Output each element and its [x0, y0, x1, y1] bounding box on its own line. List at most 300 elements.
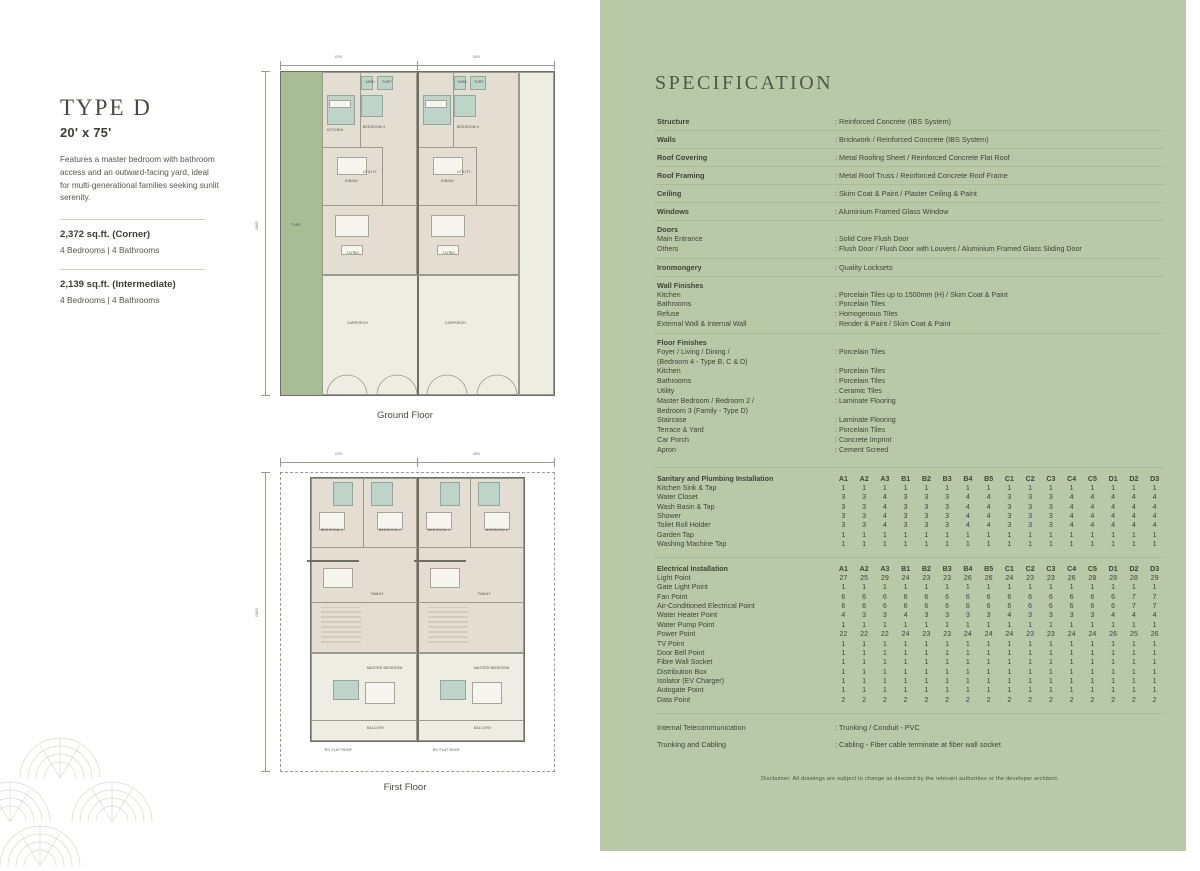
item-count: 1 — [882, 658, 887, 667]
item-count: 29 — [880, 573, 889, 582]
wall-finishes-key-1: Bathrooms — [657, 300, 692, 309]
col-B2: B2 — [921, 564, 931, 573]
item-count: 3 — [1007, 512, 1012, 521]
item-count: 1 — [1111, 667, 1116, 676]
item-count: 3 — [945, 611, 950, 620]
item-count: 1 — [1152, 667, 1157, 676]
item-count: 3 — [1028, 512, 1033, 521]
item-count: 6 — [986, 592, 991, 601]
item-label: Water Closet — [657, 493, 698, 502]
item-count: 26 — [963, 573, 972, 582]
item-count: 25 — [860, 573, 869, 582]
item-count: 1 — [1152, 583, 1157, 592]
table-row — [655, 639, 1165, 648]
item-count: 1 — [882, 583, 887, 592]
item-count: 1 — [965, 648, 970, 657]
item-count: 1 — [841, 648, 846, 657]
plan-label: LIVING — [347, 251, 360, 255]
table-row — [655, 658, 1165, 667]
divider — [60, 269, 205, 270]
item-count: 23 — [943, 573, 952, 582]
plan-label: BEDROOM 3 — [321, 528, 344, 532]
col-A1: A1 — [838, 564, 848, 573]
item-count: 23 — [1046, 573, 1055, 582]
item-count: 2 — [1007, 695, 1012, 704]
item-count: 1 — [1111, 483, 1116, 492]
item-count: 1 — [924, 620, 929, 629]
item-count: 23 — [1046, 630, 1055, 639]
item-count: 3 — [841, 521, 846, 530]
table-row — [655, 483, 1165, 492]
table-row — [655, 686, 1165, 695]
item-count: 1 — [1069, 648, 1074, 657]
item-count: 4 — [882, 502, 887, 511]
item-count: 4 — [1131, 502, 1136, 511]
item-count: 1 — [986, 658, 991, 667]
wall-finishes-value-0: : Porcelain Tiles up to 1500mm (H) / Skim Coat & Paint — [835, 290, 1008, 299]
item-count: 23 — [1026, 573, 1035, 582]
item-count: 1 — [841, 483, 846, 492]
item-count: 24 — [901, 630, 910, 639]
car-porch-arcs — [322, 355, 522, 397]
item-count: 26 — [1067, 573, 1076, 582]
item-count: 1 — [1048, 583, 1053, 592]
telecom-value-0: : Trunking / Conduit - PVC — [835, 723, 920, 733]
item-count: 2 — [986, 695, 991, 704]
item-count: 1 — [1069, 620, 1074, 629]
item-count: 6 — [924, 602, 929, 611]
item-count: 1 — [903, 540, 908, 549]
item-count: 3 — [945, 521, 950, 530]
col-B5: B5 — [984, 564, 994, 573]
table-row — [655, 530, 1165, 539]
table-row — [655, 511, 1165, 520]
item-count: 1 — [1152, 540, 1157, 549]
col-C2: C2 — [1025, 474, 1035, 483]
col-A3: A3 — [880, 474, 890, 483]
plan-label: DINING — [345, 179, 359, 183]
item-count: 3 — [862, 502, 867, 511]
telecom-row — [655, 737, 1165, 754]
item-count: 3 — [1048, 521, 1053, 530]
plan-label: BALCONY — [367, 726, 385, 730]
doors-heading: Doors — [657, 224, 679, 234]
disclaimer-text: Disclaimer: All drawings are subject to change as directed by the relevant authorities or the developer architect. — [761, 775, 1059, 782]
item-label: Water Pump Point — [657, 620, 715, 629]
telecom-value-1: : Cabling - Fiber cable terminate at fiber wall socket — [835, 740, 1001, 750]
item-label: Fan Point — [657, 592, 688, 601]
floor-finishes-key-4: Utility — [657, 386, 675, 395]
item-count: 1 — [1007, 677, 1012, 686]
item-count: 3 — [986, 611, 991, 620]
item-count: 2 — [1111, 695, 1116, 704]
item-count: 1 — [882, 540, 887, 549]
col-C5: C5 — [1087, 474, 1097, 483]
plan-label: CARPORCH — [445, 321, 467, 325]
item-count: 1 — [986, 620, 991, 629]
electrical-header-row — [655, 564, 1165, 573]
area-corner-detail: 4 Bedrooms | 4 Bathrooms — [60, 245, 160, 256]
item-count: 1 — [1048, 667, 1053, 676]
wall-finishes-value-1: : Porcelain Tiles — [835, 300, 886, 309]
item-count: 1 — [903, 530, 908, 539]
item-count: 1 — [841, 639, 846, 648]
spec-key: Structure — [655, 113, 833, 131]
item-count: 1 — [1028, 686, 1033, 695]
item-count: 1 — [1048, 620, 1053, 629]
item-count: 4 — [1069, 521, 1074, 530]
spec-row — [655, 167, 1165, 185]
item-count: 3 — [862, 512, 867, 521]
item-count: 1 — [1111, 639, 1116, 648]
item-count: 4 — [1131, 521, 1136, 530]
spec-row-doors — [655, 221, 1165, 259]
floor-finishes-value-8: : Porcelain Tiles — [835, 426, 886, 435]
item-count: 1 — [1048, 483, 1053, 492]
item-count: 6 — [1048, 602, 1053, 611]
item-count: 1 — [1069, 658, 1074, 667]
item-count: 1 — [986, 677, 991, 686]
item-count: 6 — [903, 602, 908, 611]
col-A1: A1 — [838, 474, 848, 483]
spec-key: Roof Framing — [655, 167, 833, 185]
item-count: 28 — [1088, 573, 1097, 582]
item-count: 1 — [1090, 667, 1095, 676]
item-count: 6 — [945, 602, 950, 611]
doors-value-1: : Flush Door / Flush Door with Louvers / Aluminium Framed Glass Sliding Door — [835, 244, 1082, 253]
col-A2: A2 — [859, 474, 869, 483]
item-count: 4 — [841, 611, 846, 620]
item-count: 1 — [1090, 658, 1095, 667]
first-floor-plan — [255, 452, 555, 793]
item-count: 1 — [903, 620, 908, 629]
item-count: 23 — [922, 573, 931, 582]
item-count: 1 — [1028, 658, 1033, 667]
plan-label: RC FLAT ROOF — [433, 748, 460, 752]
area-corner: 2,372 sq.ft. (Corner) — [60, 229, 151, 241]
item-count: 1 — [1048, 686, 1053, 695]
item-count: 1 — [903, 677, 908, 686]
staircase — [418, 607, 524, 647]
item-count: 7 — [1131, 602, 1136, 611]
item-count: 1 — [841, 686, 846, 695]
item-count: 3 — [1048, 512, 1053, 521]
item-count: 6 — [882, 592, 887, 601]
item-count: 1 — [1069, 667, 1074, 676]
item-count: 1 — [924, 583, 929, 592]
item-count: 4 — [1152, 521, 1157, 530]
col-B5: B5 — [984, 474, 994, 483]
item-count: 1 — [945, 667, 950, 676]
item-count: 3 — [1048, 611, 1053, 620]
item-count: 1 — [924, 658, 929, 667]
spec-row — [655, 185, 1165, 203]
spec-key: Ceiling — [655, 185, 833, 203]
item-count: 3 — [862, 521, 867, 530]
item-count: 1 — [903, 667, 908, 676]
item-count: 1 — [945, 530, 950, 539]
item-count: 3 — [903, 512, 908, 521]
item-count: 1 — [1007, 583, 1012, 592]
plan-label: UTILITY — [457, 170, 472, 174]
leaf-pattern-decoration — [0, 681, 200, 871]
item-count: 1 — [1111, 658, 1116, 667]
item-count: 6 — [1007, 602, 1012, 611]
col-D2: D2 — [1129, 564, 1139, 573]
wall-finishes-heading: Wall Finishes — [657, 280, 704, 290]
wall-finishes-key-3: External Wall & Internal Wall — [657, 319, 747, 328]
item-count: 1 — [841, 620, 846, 629]
item-count: 2 — [841, 695, 846, 704]
item-count: 1 — [841, 530, 846, 539]
item-count: 1 — [1090, 583, 1095, 592]
item-count: 4 — [1090, 502, 1095, 511]
col-B3: B3 — [942, 474, 952, 483]
item-count: 1 — [945, 677, 950, 686]
item-count: 1 — [1028, 648, 1033, 657]
item-count: 3 — [841, 502, 846, 511]
item-count: 1 — [924, 540, 929, 549]
item-label: Toilet Roll Holder — [657, 521, 711, 530]
plan-label: YARD — [365, 80, 375, 84]
item-count: 4 — [1111, 493, 1116, 502]
item-count: 1 — [862, 658, 867, 667]
item-count: 2 — [1131, 695, 1136, 704]
item-count: 6 — [841, 602, 846, 611]
item-count: 4 — [986, 493, 991, 502]
spec-row-ironmongery — [655, 259, 1165, 277]
item-count: 4 — [882, 493, 887, 502]
item-count: 24 — [1067, 630, 1076, 639]
telecom-table — [655, 720, 1165, 754]
item-count: 3 — [1048, 493, 1053, 502]
spec-row — [655, 149, 1165, 167]
table-row — [655, 667, 1165, 676]
item-count: 4 — [1007, 611, 1012, 620]
table-row — [655, 583, 1165, 592]
item-count: 2 — [862, 695, 867, 704]
item-count: 1 — [1152, 648, 1157, 657]
item-count: 1 — [1152, 483, 1157, 492]
divider — [655, 713, 1165, 714]
floor-finishes-key-0: Foyer / Living / Dining / — [657, 347, 730, 356]
floor-finishes-value-9: : Concrete Imprint — [835, 435, 892, 444]
spec-key: Roof Covering — [655, 149, 833, 167]
plan-label: DINING — [441, 179, 455, 183]
item-count: 4 — [1111, 512, 1116, 521]
plan-label: FAMILY — [371, 592, 385, 596]
item-count: 4 — [903, 611, 908, 620]
item-count: 23 — [922, 630, 931, 639]
plan-label: RC FLAT ROOF — [325, 748, 352, 752]
item-count: 6 — [1007, 592, 1012, 601]
item-count: 3 — [1090, 611, 1095, 620]
item-count: 2 — [1048, 695, 1053, 704]
item-count: 4 — [1131, 512, 1136, 521]
item-count: 4 — [1069, 493, 1074, 502]
electrical-heading: Electrical Installation — [657, 564, 728, 573]
item-count: 1 — [862, 530, 867, 539]
item-count: 1 — [1028, 667, 1033, 676]
item-count: 1 — [986, 483, 991, 492]
item-count: 29 — [1150, 573, 1159, 582]
table-row — [655, 521, 1165, 530]
item-count: 1 — [1131, 620, 1136, 629]
col-B1: B1 — [901, 474, 911, 483]
item-count: 1 — [1007, 648, 1012, 657]
item-count: 3 — [1028, 502, 1033, 511]
item-count: 1 — [1007, 667, 1012, 676]
item-count: 4 — [1090, 512, 1095, 521]
specification-title: SPECIFICATION — [655, 72, 834, 94]
item-label: Door Bell Point — [657, 648, 705, 657]
item-count: 4 — [1069, 502, 1074, 511]
item-count: 7 — [1152, 592, 1157, 601]
item-count: 1 — [924, 677, 929, 686]
col-D3: D3 — [1150, 564, 1160, 573]
item-count: 1 — [1007, 540, 1012, 549]
item-count: 1 — [1069, 583, 1074, 592]
electrical-table — [655, 564, 1165, 705]
telecom-key-0: Internal Telecommunication — [657, 723, 746, 733]
item-count: 3 — [945, 493, 950, 502]
item-count: 1 — [882, 648, 887, 657]
floor-finishes-key-3: Bathrooms — [657, 377, 692, 386]
item-count: 27 — [839, 573, 848, 582]
item-count: 3 — [924, 502, 929, 511]
item-count: 4 — [965, 502, 970, 511]
item-count: 2 — [1152, 695, 1157, 704]
item-count: 1 — [862, 540, 867, 549]
item-count: 1 — [841, 677, 846, 686]
divider — [655, 467, 1165, 468]
item-label: Fibre Wall Socket — [657, 658, 713, 667]
item-count: 1 — [903, 583, 908, 592]
item-count: 2 — [1028, 695, 1033, 704]
floor-finishes-value-7: : Laminate Flooring — [835, 416, 896, 425]
item-count: 1 — [965, 686, 970, 695]
item-count: 1 — [945, 583, 950, 592]
item-count: 1 — [945, 648, 950, 657]
plan-label: MASTER BEDROOM — [474, 666, 510, 670]
plan-label: BEDROOM 2 — [486, 528, 509, 532]
item-count: 1 — [1090, 677, 1095, 686]
item-count: 1 — [945, 620, 950, 629]
item-count: 1 — [1152, 677, 1157, 686]
table-row — [655, 592, 1165, 601]
item-count: 1 — [1048, 639, 1053, 648]
plan-label: CARPORCH — [347, 321, 369, 325]
col-C2: C2 — [1025, 564, 1035, 573]
item-count: 1 — [1007, 483, 1012, 492]
plan-label: BEDROOM 4 — [363, 125, 386, 129]
item-count: 4 — [1111, 521, 1116, 530]
item-count: 1 — [986, 667, 991, 676]
item-count: 4 — [882, 512, 887, 521]
sanitary-table — [655, 474, 1165, 549]
item-count: 1 — [1111, 583, 1116, 592]
item-count: 4 — [1152, 493, 1157, 502]
item-count: 1 — [1131, 483, 1136, 492]
item-label: Distribution Box — [657, 667, 707, 676]
item-count: 1 — [965, 540, 970, 549]
item-label: Isolator (EV Charger) — [657, 677, 725, 686]
item-count: 1 — [1048, 540, 1053, 549]
floor-finishes-value-3: : Porcelain Tiles — [835, 377, 886, 386]
col-C5: C5 — [1087, 564, 1097, 573]
item-count: 1 — [903, 639, 908, 648]
table-row — [655, 573, 1165, 582]
item-count: 1 — [1028, 620, 1033, 629]
item-label: Data Point — [657, 695, 691, 704]
item-count: 1 — [965, 667, 970, 676]
table-row — [655, 648, 1165, 657]
telecom-key-1: Trunking and Cabling — [657, 740, 727, 750]
item-label: TV Point — [657, 639, 685, 648]
floor-finishes-key-9: Car Porch — [657, 435, 689, 444]
item-count: 4 — [1131, 493, 1136, 502]
ironmongery-key: Ironmongery — [655, 259, 833, 277]
item-count: 1 — [1069, 677, 1074, 686]
item-count: 4 — [965, 521, 970, 530]
item-count: 1 — [965, 530, 970, 539]
item-count: 1 — [1090, 483, 1095, 492]
item-count: 23 — [1026, 630, 1035, 639]
plan-label: TURF — [474, 80, 484, 84]
floor-finishes-key-8: Terrace & Yard — [657, 426, 704, 435]
plan-label: BALCONY — [474, 726, 492, 730]
col-C1: C1 — [1004, 474, 1014, 483]
item-count: 1 — [924, 530, 929, 539]
item-count: 3 — [1007, 521, 1012, 530]
item-count: 6 — [862, 602, 867, 611]
item-label: Water Heater Point — [657, 611, 718, 620]
item-count: 2 — [1069, 695, 1074, 704]
plan-label: LIVING — [443, 251, 456, 255]
col-D1: D1 — [1108, 564, 1118, 573]
item-count: 3 — [924, 521, 929, 530]
item-count: 3 — [1048, 502, 1053, 511]
spec-row — [655, 113, 1165, 131]
item-count: 1 — [965, 483, 970, 492]
item-count: 26 — [1150, 630, 1159, 639]
item-count: 1 — [986, 686, 991, 695]
item-count: 3 — [924, 512, 929, 521]
spec-row — [655, 203, 1165, 221]
item-count: 3 — [1007, 502, 1012, 511]
item-count: 1 — [1028, 639, 1033, 648]
item-count: 1 — [965, 639, 970, 648]
spec-value: : Reinforced Concrete (IBS System) — [833, 113, 1165, 131]
item-label: Shower — [657, 512, 682, 521]
item-count: 4 — [1152, 502, 1157, 511]
spec-key: Walls — [655, 131, 833, 149]
item-count: 6 — [841, 592, 846, 601]
col-B1: B1 — [901, 564, 911, 573]
item-count: 4 — [1131, 611, 1136, 620]
item-count: 1 — [862, 686, 867, 695]
spec-value: : Brickwork / Reinforced Concrete (IBS System) — [833, 131, 1165, 149]
item-count: 3 — [862, 611, 867, 620]
item-count: 1 — [862, 483, 867, 492]
ironmongery-value: : Quality Locksets — [833, 259, 1165, 277]
item-count: 1 — [965, 658, 970, 667]
item-count: 3 — [903, 521, 908, 530]
dim-top-left: 6700 — [335, 452, 343, 456]
item-count: 6 — [882, 602, 887, 611]
spec-value: : Aluminium Framed Glass Window — [833, 203, 1165, 221]
item-count: 2 — [1090, 695, 1095, 704]
